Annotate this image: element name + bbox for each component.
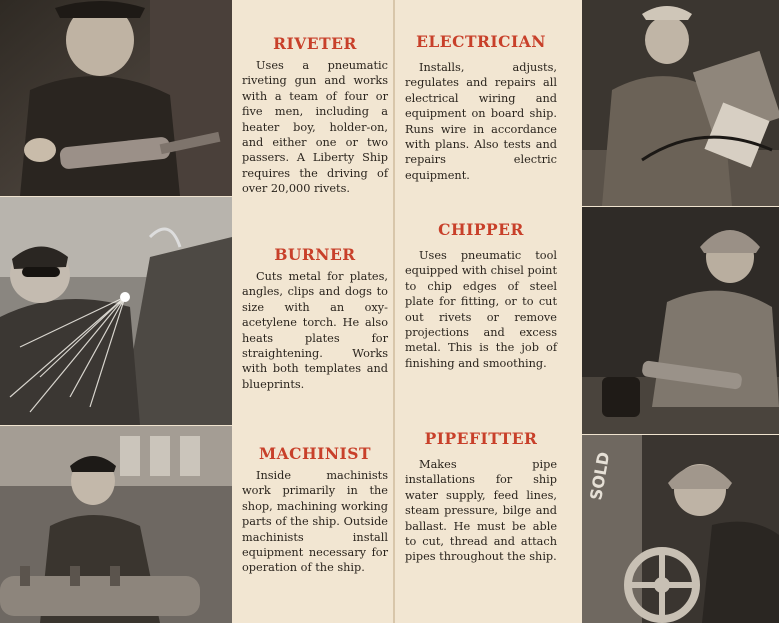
svg-text:SOLD: SOLD xyxy=(586,450,614,502)
burner-title: BURNER xyxy=(274,245,356,264)
riveter-block xyxy=(242,34,388,197)
chipper-title: CHIPPER xyxy=(438,220,524,239)
electrician-photo xyxy=(582,0,779,206)
page-fold xyxy=(393,0,395,623)
pipefitter-description: Makes pipe installations for ship water supply, feed lines, steam pressure, bilge and ballast. He must be able to cut, thread and attach pipes throughout the ship. xyxy=(405,458,557,564)
machinist-photo xyxy=(0,426,232,623)
riveter-description: Uses a pneumatic riveting gun and works with a team of four or five men, including a heater boy, holder-on, and either one or two passers. A Liberty Ship requires the driving of over 20,000 rivets. xyxy=(242,59,388,196)
electrician-title: ELECTRICIAN xyxy=(416,32,546,51)
electrician-description: Installs, adjusts, regulates and repairs all electrical wiring and equipment on board ship. Runs wire in accordance with plans. Also tests and repairs electric equipment. xyxy=(405,61,557,182)
burner-description: Cuts metal for plates, angles, clips and dogs to size with an oxy-acetylene torch. He also heats plates for straightening. Works with both templates and blueprints. xyxy=(242,270,388,391)
electrician-block xyxy=(405,32,557,183)
burner-block xyxy=(242,245,388,392)
pipefitter-title: PIPEFITTER xyxy=(424,429,538,448)
pipefitter-photo xyxy=(582,435,779,623)
machinist-block xyxy=(242,444,388,576)
riveter-title: RIVETER xyxy=(273,34,357,53)
machinist-description: Inside machinists work primarily in the shop, machining working parts of the ship. Outside machinists install equipment necessary for operation of the ship. xyxy=(242,469,388,575)
burner-photo xyxy=(0,197,232,425)
pipefitter-block xyxy=(405,429,557,565)
chipper-description: Uses pneumatic tool equipped with chisel point to chip edges of steel plate for fitting, or to cut out rivets or remove projections and excess metal. This is the job of finishing and smoothing. xyxy=(405,249,557,370)
riveter-photo xyxy=(0,0,232,196)
chipper-photo xyxy=(582,207,779,434)
chipper-block xyxy=(405,220,557,371)
machinist-title: MACHINIST xyxy=(258,444,372,463)
